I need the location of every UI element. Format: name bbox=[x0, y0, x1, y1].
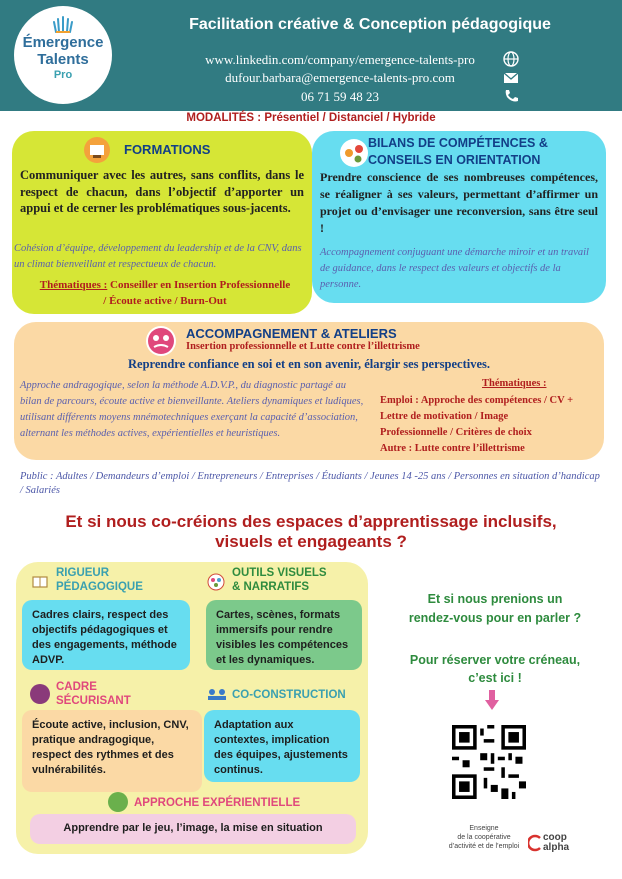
thematiques-line1: Conseiller en Insertion Professionnelle bbox=[107, 279, 291, 291]
coop-alpha-logo[interactable] bbox=[543, 833, 569, 853]
formations-thematiques bbox=[30, 277, 300, 309]
team-icon bbox=[206, 686, 228, 702]
enseigne-text bbox=[440, 824, 528, 851]
question-line2: visuels et engageants ? bbox=[215, 532, 407, 551]
outils-card: Cartes, scènes, formats immersifs pour rendre visibles les compétences et les dynamiques. bbox=[206, 600, 362, 670]
thematiques-label: Thématiques : bbox=[39, 279, 108, 291]
cadre-card: Écoute active, inclusion, CNV, pratique andragogique, respect des rythmes et des vulnérabilités. bbox=[22, 710, 202, 792]
bilans-title-line1: BILANS DE COMPÉTENCES & bbox=[368, 136, 548, 150]
accompagnement-main-text: Reprendre confiance en soi et en son avenir, élargir ses perspectives. bbox=[128, 357, 490, 371]
bilans-box bbox=[312, 131, 606, 303]
accompagnement-title: ACCOMPAGNEMENT & ATELIERS bbox=[186, 326, 397, 341]
accompagnement-icon bbox=[146, 326, 176, 356]
logo-text-line3: Pro bbox=[53, 69, 73, 81]
qr-code[interactable] bbox=[452, 725, 526, 799]
bilans-title-line2: CONSEILS EN ORIENTATION bbox=[368, 153, 541, 167]
formation-icon bbox=[84, 137, 110, 163]
thematiques-line2: / Écoute active / Burn-Out bbox=[103, 295, 227, 307]
cta-line3[interactable]: Pour réserver votre créneau, bbox=[409, 653, 581, 667]
hands-logo-icon bbox=[53, 16, 73, 34]
accompagnement-italic-text: Approche andragogique, selon la méthode A.D.V.P., du diagnostic partagé au bilan de parcours, écoute active et bienveillante. Ateliers dynamiques et ludiques, utilisant différents moyens mnémotechniques exerçant la capacité d’association, alternant les méthodes actives, expérientielles et heuristiques. bbox=[20, 380, 364, 439]
outils-title-line1: OUTILS VISUELS bbox=[232, 567, 327, 579]
coconstruction-title: CO-CONSTRUCTION bbox=[232, 689, 346, 701]
theme-item-3: Professionnelle / Critères de choix bbox=[380, 427, 532, 438]
question-line1: Et si nous co-créions des espaces d’apprentissage inclusifs, bbox=[65, 512, 557, 531]
approach-icon bbox=[108, 792, 128, 812]
bilans-italic-text: Accompagnement conjuguant une démarche miroir et un travail de guidance, dans le respect des valeurs et objectifs de la personne. bbox=[320, 247, 589, 290]
outils-title-line2: & NARRATIFS bbox=[232, 581, 310, 593]
rigueur-title-line2: PÉDAGOGIQUE bbox=[56, 581, 143, 593]
book-icon bbox=[30, 572, 50, 592]
formations-italic-text: Cohésion d’équipe, développement du leadership et de la CNV, dans un climat bienveillant et respectueux de chacun. bbox=[14, 243, 302, 270]
logo-text-line1: Émergence bbox=[22, 34, 104, 51]
emergence-talents-logo[interactable] bbox=[14, 6, 112, 104]
phone-icon bbox=[502, 88, 520, 104]
formations-box bbox=[12, 131, 312, 314]
logo-text-line2: Talents bbox=[37, 51, 89, 68]
public-line: Public : Adultes / Demandeurs d’emploi / Entrepreneurs / Entreprises / Étudiants / Jeunes 14 -25 ans / Personnes en situation d’handicap / Salariés bbox=[20, 471, 600, 496]
header-banner bbox=[0, 0, 622, 111]
rigueur-card: Cadres clairs, respect des objectifs pédagogiques et des engagements, méthode ADVP. bbox=[22, 600, 190, 670]
globe-icon bbox=[502, 51, 520, 67]
cadre-title-line1: CADRE bbox=[56, 681, 97, 693]
values-panel bbox=[16, 562, 368, 854]
theme-item-4: Autre : Lutte contre l’illettrisme bbox=[380, 443, 525, 454]
palette-icon bbox=[206, 572, 226, 592]
coconstruction-card: Adaptation aux contextes, implication des équipes, ajustements continus. bbox=[204, 710, 360, 782]
formations-main-text: Communiquer avec les autres, sans conflits, dans le respect de chacun, dans l’objectif d’apporter un appui et de cerner les problématiques sous-jacents. bbox=[20, 168, 304, 215]
accompagnement-box bbox=[14, 322, 604, 460]
theme-item-2: Lettre de motivation / Image bbox=[380, 411, 509, 422]
coop-alpha-logo-icon bbox=[528, 834, 542, 852]
approche-card: Apprendre par le jeu, l’image, la mise en situation bbox=[30, 814, 356, 844]
coop-line1: coop bbox=[543, 832, 567, 843]
cta-line2: rendez-vous pour en parler ? bbox=[408, 611, 582, 625]
theme-item-1: Emploi : Approche des compétences / CV + bbox=[380, 395, 574, 406]
envelope-icon bbox=[502, 70, 520, 86]
coop-line2: alpha bbox=[543, 842, 570, 853]
shield-icon bbox=[30, 684, 50, 704]
accompagnement-subtitle: Insertion professionnelle et Lutte contre l’illettrisme bbox=[186, 341, 420, 352]
arrow-down-icon bbox=[485, 690, 499, 710]
bilans-main-text: Prendre conscience de ses nombreuses compétences, se réaligner à ses valeurs, permettant d’affirmer un projet ou d’envisager une reconversion, sans être seul ! bbox=[320, 170, 598, 235]
linkedin-link[interactable]: www.linkedin.com/company/emergence-talents-pro bbox=[205, 52, 475, 67]
rigueur-title-line1: RIGUEUR bbox=[56, 567, 110, 579]
modalites-line: MODALITÉS : Présentiel / Distanciel / Hybride bbox=[186, 112, 436, 124]
approche-title: APPROCHE EXPÉRIENTIELLE bbox=[134, 797, 301, 809]
email-link[interactable]: dufour.barbara@emergence-talents-pro.com bbox=[225, 70, 455, 85]
formations-title: FORMATIONS bbox=[124, 142, 211, 157]
phone-number[interactable]: 06 71 59 48 23 bbox=[301, 89, 379, 104]
enseigne-line2: de la coopérative bbox=[457, 834, 511, 841]
header-title: Facilitation créative & Conception pédagogique bbox=[189, 16, 551, 33]
cta-line1: Et si nous prenions un bbox=[427, 592, 563, 606]
bilan-icon bbox=[340, 139, 368, 167]
accompagnement-thematiques-label: Thématiques : bbox=[482, 378, 547, 389]
cadre-title-line2: SÉCURISANT bbox=[56, 695, 131, 707]
enseigne-line3: d’activité et de l’emploi bbox=[448, 843, 520, 850]
enseigne-line1: Enseigne bbox=[469, 825, 499, 832]
cta-line4[interactable]: c’est ici ! bbox=[468, 671, 522, 685]
